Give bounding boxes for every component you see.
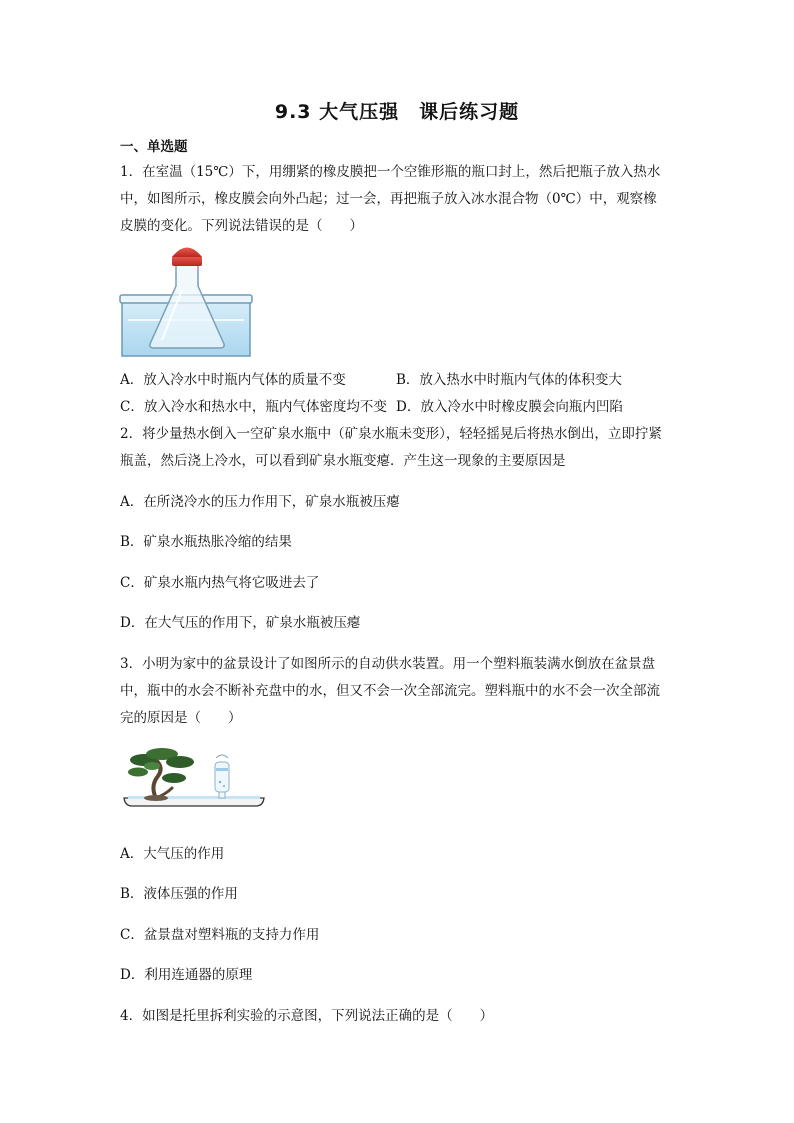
bonsai-tray xyxy=(124,798,264,806)
q1-stem-line-3: 皮膜的变化。下列说法错误的是（ ） xyxy=(120,218,363,234)
q1-option-c: C．放入冷水和热水中，瓶内气体密度均不变 xyxy=(120,399,387,415)
q4-stem-line-1: 4．如图是托里拆利实验的示意图，下列说法正确的是（ ） xyxy=(120,1008,494,1024)
q3-option-d: D．利用连通器的原理 xyxy=(120,967,253,983)
q2-option-c: C．矿泉水瓶内热气将它吸进去了 xyxy=(120,575,320,591)
q2-option-b: B．矿泉水瓶热胀冷缩的结果 xyxy=(120,534,292,550)
section-heading: 一、单选题 xyxy=(120,139,188,155)
q1-option-b: B．放入热水中时瓶内气体的体积变大 xyxy=(396,372,622,388)
q3-stem-line-2: 中，瓶中的水会不断补充盘中的水，但又不会一次全部流完。塑料瓶中的水不会一次全部流 xyxy=(120,683,660,699)
inverted-plastic-bottle xyxy=(215,762,229,792)
q3-stem-line-1: 3．小明为家中的盆景设计了如图所示的自动供水装置。用一个塑料瓶装满水倒放在盆景盘 xyxy=(120,656,656,672)
q1-stem-line-2: 中，如图所示，橡皮膜会向外凸起；过一会，再把瓶子放入冰水混合物（0℃）中，观察橡 xyxy=(120,191,657,207)
worksheet-title: 9.3 大气压强 课后练习题 xyxy=(274,101,520,123)
flask-in-water-figure xyxy=(118,240,254,360)
q2-option-a: A．在所浇冷水的压力作用下，矿泉水瓶被压瘪 xyxy=(120,494,400,510)
q1-option-d: D．放入冷水中时橡皮膜会向瓶内凹陷 xyxy=(396,399,623,415)
q2-stem-line-1: 2．将少量热水倒入一空矿泉水瓶中（矿泉水瓶未变形），轻轻摇晃后将热水倒出，立即拧紧 xyxy=(120,426,662,442)
q2-option-d: D．在大气压的作用下，矿泉水瓶被压瘪 xyxy=(120,615,361,631)
bonsai-water-supply-figure xyxy=(122,746,266,812)
q3-option-b: B．液体压强的作用 xyxy=(120,886,238,902)
rubber-membrane-bulge xyxy=(172,248,202,258)
q2-stem-line-2: 瓶盖，然后浇上冷水，可以看到矿泉水瓶变瘪．产生这一现象的主要原因是 xyxy=(120,453,566,469)
q3-option-a: A．大气压的作用 xyxy=(120,846,225,862)
q3-stem-line-3: 完的原因是（ ） xyxy=(120,710,242,726)
rubber-membrane-band xyxy=(172,256,202,266)
q1-option-a: A．放入冷水中时瓶内气体的质量不变 xyxy=(120,372,346,388)
q3-option-c: C．盆景盘对塑料瓶的支持力作用 xyxy=(120,927,320,943)
q1-stem-line-1: 1．在室温（15℃）下，用绷紧的橡皮膜把一个空锥形瓶的瓶口封上，然后把瓶子放入热水 xyxy=(120,164,661,180)
